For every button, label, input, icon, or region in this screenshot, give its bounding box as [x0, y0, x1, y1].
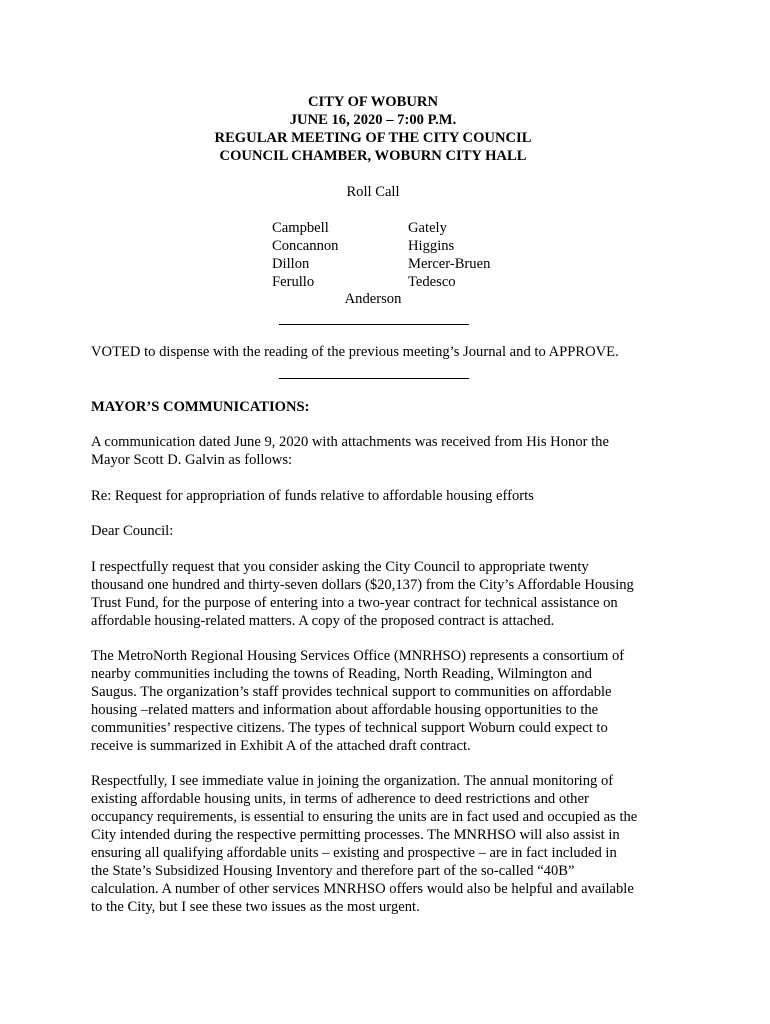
salutation: Dear Council: [91, 523, 174, 539]
roll-call-member: Dillon [272, 256, 310, 272]
re-line: Re: Request for appropriation of funds relative to affordable housing efforts [91, 488, 534, 504]
divider-rule [279, 378, 469, 379]
document-header [0, 93, 746, 165]
body-paragraph-1: I respectfully request that you consider asking the City Council to appropriate twenty thousand one hundred and thirty-seven dollars ($20,137) from the City’s Affordable Housing Trust Fund, for the purpose of entering into a two-year contract for technical assistance on affordable housing-related matters. A copy of the proposed contract is attached. [91, 559, 634, 629]
roll-call-member: Ferullo [272, 274, 315, 290]
header-meeting: REGULAR MEETING OF THE CITY COUNCIL [214, 130, 532, 146]
roll-call-member: Higgins [408, 238, 455, 254]
body-paragraph-2: The MetroNorth Regional Housing Services Office (MNRHSO) represents a consortium of nearby communities including the towns of Reading, North Reading, Wilmington and Saugus. The organization’s staff provides technical support to communities on affordable housing –related matters and information about affordable housing opportunities to the communities’ respective citizens. The types of technical support Woburn could expect to receive is summarized in Exhibit A of the attached draft contract. [91, 648, 625, 754]
vote-text: VOTED to dispense with the reading of the previous meeting’s Journal and to APPROVE. [91, 344, 619, 360]
header-location: COUNCIL CHAMBER, WOBURN CITY HALL [219, 148, 527, 164]
roll-call-center-member: Anderson [344, 291, 402, 307]
roll-call-member: Gately [408, 220, 447, 236]
communication-intro: A communication dated June 9, 2020 with attachments was received from His Honor the Mayor Scott D. Galvin as follows: [91, 434, 609, 468]
roll-call-member: Campbell [272, 220, 329, 236]
mayor-communications-heading: MAYOR’S COMMUNICATIONS: [91, 399, 310, 415]
header-city: CITY OF WOBURN [307, 94, 438, 110]
header-date: JUNE 16, 2020 – 7:00 P.M. [289, 112, 457, 128]
roll-call-right-column [408, 219, 490, 291]
body-paragraph-3: Respectfully, I see immediate value in joining the organization. The annual monitoring of existing affordable housing units, in terms of adherence to deed restrictions and other occupancy requirements, is essential to ensuring the units are in fact used and occupied as the City intended during the respective permitting processes. The MNRHSO will also assist in ensuring all qualifying affordable units – existing and prospective – are in fact included in the State’s Subsidized Housing Inventory and therefore part of the so-called “40B” calculation. A number of other services MNRHSO offers would also be helpful and available to the City, but I see these two issues as the most urgent. [91, 773, 638, 915]
roll-call-member: Tedesco [408, 274, 456, 290]
roll-call-member: Mercer-Bruen [408, 256, 491, 272]
roll-call-member: Concannon [272, 238, 339, 254]
divider-rule [279, 324, 469, 325]
roll-call-title: Roll Call [346, 184, 400, 200]
roll-call-left-column [272, 219, 338, 291]
vote-line [91, 343, 671, 361]
